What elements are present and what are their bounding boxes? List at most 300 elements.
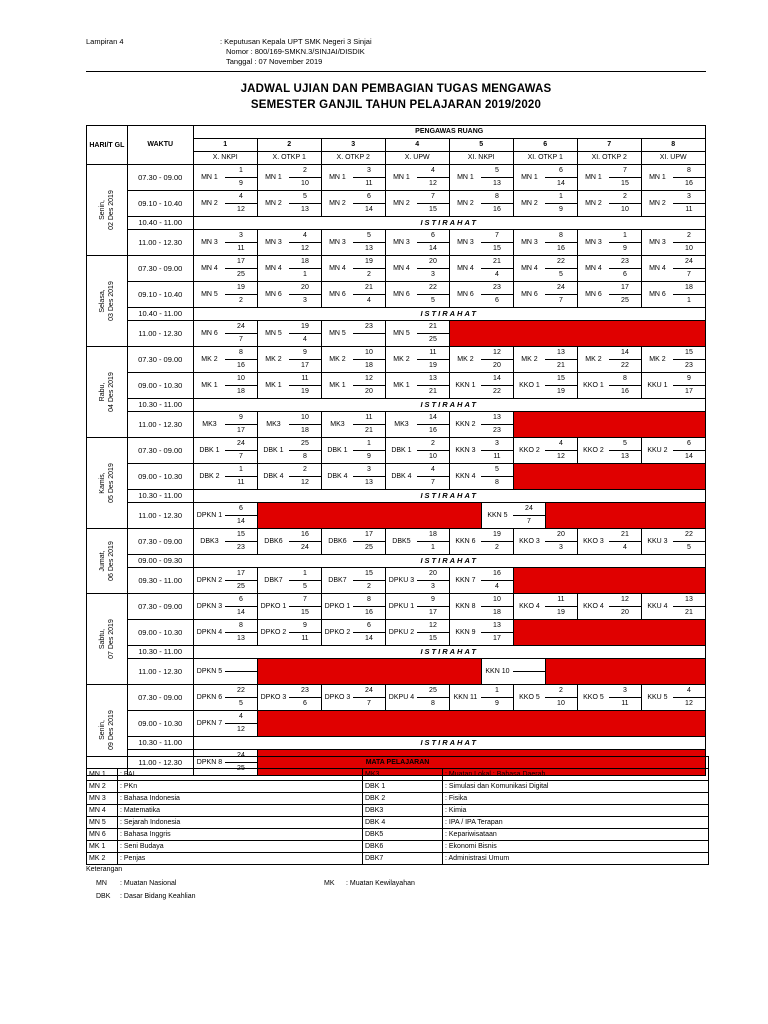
day-date: 03 Des 2019 <box>107 281 115 321</box>
invigilator-number: 5 <box>289 191 321 204</box>
invigilator-number: 21 <box>353 282 385 295</box>
subject-row <box>87 769 709 781</box>
invigilator-number: 10 <box>673 243 705 256</box>
subject-code: KKN 5 <box>481 503 513 529</box>
invigilator-number: 23 <box>481 282 513 295</box>
subject-name: : Kimia <box>443 805 709 817</box>
invigilator-number: 7 <box>513 516 545 529</box>
invigilator-number: 20 <box>545 529 577 542</box>
session-time: 07.30 - 09.00 <box>127 438 193 464</box>
schedule-header-row <box>87 126 706 139</box>
subject-code: MN 4 <box>385 256 417 282</box>
invigilator-number: 1 <box>609 230 641 243</box>
invigilator-number: 15 <box>673 347 705 360</box>
subject-code: MN 5 <box>87 817 118 829</box>
invigilator-number: 23 <box>481 425 513 438</box>
istirahat-label: ISTIRAHAT <box>193 555 705 568</box>
subject-name: : Fisika <box>443 793 709 805</box>
subject-code: MN 4 <box>257 256 289 282</box>
invigilator-number: 9 <box>353 451 385 464</box>
keterangan-mk-code: MK <box>324 880 335 887</box>
invigilator-number: 24 <box>353 685 385 698</box>
session-time: 10.40 - 11.00 <box>127 308 193 321</box>
invigilator-number: 7 <box>609 165 641 178</box>
subject-code: MN 2 <box>257 191 289 217</box>
invigilator-number: 11 <box>609 698 641 711</box>
subject-code: DPKN 3 <box>193 594 225 620</box>
invigilator-number: 9 <box>417 594 449 607</box>
invigilator-number: 2 <box>545 685 577 698</box>
room-number: 1 <box>193 139 257 152</box>
subjects-table <box>86 756 709 865</box>
room-number: 7 <box>577 139 641 152</box>
keterangan-dbk-text: : Dasar Bidang Keahlian <box>120 893 196 900</box>
invigilator-number: 4 <box>353 295 385 308</box>
subject-code: MN 2 <box>87 781 118 793</box>
invigilator-number: 10 <box>609 204 641 217</box>
invigilator-number: 19 <box>353 256 385 269</box>
istirahat-row <box>87 555 706 568</box>
subject-name: : Ekonomi Bisnis <box>443 841 709 853</box>
subject-code: KKN 6 <box>449 529 481 555</box>
istirahat-row <box>87 646 706 659</box>
unscheduled-block <box>257 503 481 529</box>
invigilator-number: 21 <box>673 607 705 620</box>
invigilator-number: 17 <box>353 529 385 542</box>
subject-code: DBK7 <box>257 568 289 594</box>
invigilator-number: 2 <box>609 191 641 204</box>
invigilator-number: 8 <box>481 191 513 204</box>
subject-code: KKO 2 <box>513 438 545 464</box>
unscheduled-block <box>545 659 705 685</box>
invigilator-number: 14 <box>609 347 641 360</box>
lampiran-label <box>86 37 124 47</box>
subject-name: : Sejarah Indonesia <box>118 817 363 829</box>
invigilator-number: 22 <box>609 360 641 373</box>
subject-code: MN 6 <box>577 282 609 308</box>
invigilator-number: 16 <box>673 178 705 191</box>
invigilator-number: 18 <box>673 282 705 295</box>
invigilator-number: 10 <box>225 373 257 386</box>
invigilator-number <box>353 334 385 347</box>
subject-code: MN 6 <box>513 282 545 308</box>
invigilator-number <box>513 672 545 685</box>
subject-row <box>87 793 709 805</box>
subject-code: DPKU 2 <box>385 620 417 646</box>
subject-code: MK 1 <box>87 841 118 853</box>
invigilator-number: 2 <box>481 542 513 555</box>
subject-code: MN 3 <box>577 230 609 256</box>
invigilator-number: 4 <box>481 269 513 282</box>
invigilator-number: 20 <box>289 282 321 295</box>
day-name: Sabtu, <box>98 628 106 650</box>
invigilator-number: 23 <box>609 256 641 269</box>
session-time: 11.00 - 12.30 <box>127 321 193 347</box>
session-row <box>87 347 706 360</box>
invigilator-number: 11 <box>289 633 321 646</box>
invigilator-number: 10 <box>545 698 577 711</box>
subject-code: MN 4 <box>449 256 481 282</box>
subject-code: MN 4 <box>193 256 225 282</box>
invigilator-number: 5 <box>353 230 385 243</box>
invigilator-number: 25 <box>353 542 385 555</box>
day-label-text <box>98 463 116 503</box>
invigilator-number: 13 <box>289 204 321 217</box>
invigilator-number: 19 <box>289 386 321 399</box>
class-name: XI. OTKP 2 <box>577 152 641 165</box>
invigilator-number: 12 <box>673 698 705 711</box>
invigilator-number: 7 <box>481 230 513 243</box>
invigilator-number: 21 <box>353 425 385 438</box>
class-name: X. UPW <box>385 152 449 165</box>
session-time: 07.30 - 09.00 <box>127 685 193 711</box>
invigilator-number: 18 <box>225 386 257 399</box>
invigilator-number: 6 <box>289 698 321 711</box>
subject-code: MK3 <box>363 769 443 781</box>
session-row <box>87 464 706 477</box>
invigilator-number: 7 <box>545 295 577 308</box>
subject-code: KKN 3 <box>449 438 481 464</box>
invigilator-number: 2 <box>289 464 321 477</box>
invigilator-number: 5 <box>225 698 257 711</box>
invigilator-number <box>513 659 545 672</box>
subject-code: MN 4 <box>321 256 353 282</box>
invigilator-number: 14 <box>481 373 513 386</box>
class-name: X. OTKP 1 <box>257 152 321 165</box>
invigilator-number: 4 <box>673 685 705 698</box>
subject-code: DPKN 4 <box>193 620 225 646</box>
invigilator-number: 24 <box>545 282 577 295</box>
subject-code: KKO 4 <box>513 594 545 620</box>
invigilator-number: 3 <box>673 191 705 204</box>
day-date: 05 Des 2019 <box>107 463 115 503</box>
subject-row <box>87 853 709 865</box>
invigilator-number: 1 <box>225 464 257 477</box>
subject-name: : Kepariwisataan <box>443 829 709 841</box>
invigilator-number: 5 <box>609 438 641 451</box>
subject-code: KKU 1 <box>641 373 673 399</box>
invigilator-number: 11 <box>353 178 385 191</box>
decree-block <box>220 37 372 67</box>
invigilator-number: 4 <box>225 711 257 724</box>
invigilator-number: 25 <box>289 438 321 451</box>
invigilator-number: 22 <box>673 529 705 542</box>
subject-code: MN 2 <box>641 191 673 217</box>
invigilator-number: 23 <box>353 321 385 334</box>
day-name: Selasa, <box>98 289 106 313</box>
subject-code: DPKN 8 <box>193 750 225 776</box>
invigilator-number: 17 <box>225 256 257 269</box>
subject-code: MN 3 <box>257 230 289 256</box>
day-date: 09 Des 2019 <box>107 710 115 750</box>
invigilator-number: 21 <box>609 529 641 542</box>
invigilator-number: 24 <box>513 503 545 516</box>
invigilator-number: 14 <box>417 412 449 425</box>
session-row <box>87 321 706 334</box>
invigilator-number: 20 <box>417 256 449 269</box>
day-date: 04 Des 2019 <box>107 372 115 412</box>
subject-code: MK 1 <box>321 373 353 399</box>
subject-code: DBK 1 <box>363 781 443 793</box>
subject-code: MN 6 <box>385 282 417 308</box>
invigilator-number: 4 <box>417 165 449 178</box>
session-time: 11.00 - 12.30 <box>127 659 193 685</box>
invigilator-number: 3 <box>609 685 641 698</box>
invigilator-number: 18 <box>289 256 321 269</box>
istirahat-row <box>87 399 706 412</box>
invigilator-number: 16 <box>353 607 385 620</box>
invigilator-number: 6 <box>353 620 385 633</box>
exam-schedule-table <box>86 125 706 776</box>
keterangan-title: Keterangan <box>86 866 123 873</box>
subject-code: DBK 4 <box>363 817 443 829</box>
invigilator-number: 14 <box>545 178 577 191</box>
day-date: 06 Des 2019 <box>107 541 115 581</box>
invigilator-number: 12 <box>289 477 321 490</box>
invigilator-number: 2 <box>289 165 321 178</box>
invigilator-number: 3 <box>289 295 321 308</box>
invigilator-number: 16 <box>545 243 577 256</box>
subject-code: DBK 1 <box>257 438 289 464</box>
subject-code: DPKO 3 <box>321 685 353 711</box>
invigilator-number: 5 <box>289 581 321 594</box>
unscheduled-block <box>257 711 705 737</box>
subject-code: MN 3 <box>87 793 118 805</box>
session-time: 11.00 - 12.30 <box>127 750 193 776</box>
subject-code: MN 5 <box>193 282 225 308</box>
invigilator-number: 9 <box>609 243 641 256</box>
session-row <box>87 230 706 243</box>
subject-code: DPKU 1 <box>385 594 417 620</box>
room-number: 2 <box>257 139 321 152</box>
subject-code: MK3 <box>321 412 353 438</box>
invigilator-number: 17 <box>417 607 449 620</box>
invigilator-number: 23 <box>225 542 257 555</box>
subject-code: MK 2 <box>641 347 673 373</box>
istirahat-label: ISTIRAHAT <box>193 399 705 412</box>
session-row <box>87 438 706 451</box>
col-hari-header: HARI/T GL <box>87 126 128 165</box>
invigilator-number: 25 <box>225 269 257 282</box>
subject-name: : Muatan Lokal : Bahasa Daerah <box>443 769 709 781</box>
istirahat-row <box>87 737 706 750</box>
subject-code: MN 3 <box>385 230 417 256</box>
session-row <box>87 256 706 269</box>
invigilator-number: 17 <box>225 425 257 438</box>
room-number: 3 <box>321 139 385 152</box>
invigilator-number: 14 <box>225 607 257 620</box>
session-time: 09.00 - 10.30 <box>127 620 193 646</box>
invigilator-number: 4 <box>417 464 449 477</box>
subject-code: MN 6 <box>257 282 289 308</box>
invigilator-number: 15 <box>609 178 641 191</box>
subject-code: DPKN 5 <box>193 659 225 685</box>
subject-code: KKU 5 <box>641 685 673 711</box>
subject-code: DPKO 1 <box>321 594 353 620</box>
session-row <box>87 594 706 607</box>
invigilator-number: 9 <box>481 698 513 711</box>
invigilator-number: 10 <box>353 347 385 360</box>
invigilator-number: 9 <box>289 620 321 633</box>
invigilator-number: 7 <box>673 269 705 282</box>
invigilator-number: 14 <box>673 451 705 464</box>
invigilator-number: 2 <box>417 438 449 451</box>
invigilator-number: 6 <box>353 191 385 204</box>
invigilator-number: 17 <box>481 633 513 646</box>
subject-code: MN 2 <box>193 191 225 217</box>
istirahat-label: ISTIRAHAT <box>193 217 705 230</box>
subject-code: MK 1 <box>257 373 289 399</box>
invigilator-number: 21 <box>417 321 449 334</box>
invigilator-number: 4 <box>481 581 513 594</box>
header-divider <box>86 71 706 72</box>
subject-code: KKN 9 <box>449 620 481 646</box>
invigilator-number: 17 <box>609 282 641 295</box>
session-time: 07.30 - 09.00 <box>127 347 193 373</box>
day-name: Senin, <box>98 720 106 740</box>
subject-name: : PAI <box>118 769 363 781</box>
subject-code: DPKN 2 <box>193 568 225 594</box>
subject-code: DBK7 <box>363 853 443 865</box>
subject-name: : Seni Budaya <box>118 841 363 853</box>
subject-code: KKN 7 <box>449 568 481 594</box>
invigilator-number: 20 <box>609 607 641 620</box>
invigilator-number: 1 <box>289 568 321 581</box>
invigilator-number: 4 <box>545 438 577 451</box>
session-row <box>87 685 706 698</box>
subject-code: DPKO 2 <box>321 620 353 646</box>
subject-code: MN 5 <box>321 321 353 347</box>
col-waktu-header: WAKTU <box>127 126 193 165</box>
subject-code: MN 5 <box>257 321 289 347</box>
subject-code: MK 2 <box>321 347 353 373</box>
invigilator-number: 22 <box>481 386 513 399</box>
subject-code: KKN 2 <box>449 412 481 438</box>
subject-code: MN 6 <box>193 321 225 347</box>
invigilator-number: 21 <box>481 256 513 269</box>
invigilator-number: 15 <box>289 607 321 620</box>
subject-code: KKO 5 <box>577 685 609 711</box>
invigilator-number: 8 <box>353 594 385 607</box>
session-time: 11.00 - 12.30 <box>127 503 193 529</box>
invigilator-number: 13 <box>353 243 385 256</box>
invigilator-number: 15 <box>481 243 513 256</box>
invigilator-number: 1 <box>417 542 449 555</box>
invigilator-number: 16 <box>225 360 257 373</box>
session-row <box>87 503 706 516</box>
subject-code: DBK6 <box>363 841 443 853</box>
invigilator-number: 25 <box>417 685 449 698</box>
invigilator-number: 11 <box>481 451 513 464</box>
invigilator-number <box>225 672 257 685</box>
subject-code: MN 6 <box>87 829 118 841</box>
invigilator-number: 6 <box>225 594 257 607</box>
session-time: 10.30 - 11.00 <box>127 490 193 503</box>
invigilator-number: 9 <box>225 178 257 191</box>
invigilator-number: 25 <box>225 581 257 594</box>
subject-code: DPKU 3 <box>385 568 417 594</box>
invigilator-number: 24 <box>673 256 705 269</box>
session-time: 11.00 - 12.30 <box>127 230 193 256</box>
day-label <box>87 165 128 256</box>
subject-code: DBK5 <box>385 529 417 555</box>
subject-code: MK 2 <box>257 347 289 373</box>
invigilator-number: 6 <box>545 165 577 178</box>
subject-code: MK 2 <box>87 853 118 865</box>
subject-code: MN 1 <box>513 165 545 191</box>
invigilator-number: 8 <box>545 230 577 243</box>
invigilator-number: 11 <box>225 477 257 490</box>
session-time: 10.40 - 11.00 <box>127 217 193 230</box>
session-time: 09.10 - 10.40 <box>127 282 193 308</box>
invigilator-number: 12 <box>289 243 321 256</box>
invigilator-number: 19 <box>225 282 257 295</box>
invigilator-number: 4 <box>289 230 321 243</box>
invigilator-number: 6 <box>417 230 449 243</box>
subject-code: MN 3 <box>193 230 225 256</box>
subject-code: KKN 4 <box>449 464 481 490</box>
subject-code: MN 2 <box>321 191 353 217</box>
invigilator-number: 11 <box>289 373 321 386</box>
subject-code: MN 3 <box>321 230 353 256</box>
subject-code: MK 2 <box>513 347 545 373</box>
invigilator-number: 2 <box>353 269 385 282</box>
invigilator-number: 6 <box>225 503 257 516</box>
invigilator-number: 4 <box>609 542 641 555</box>
subject-code: KKN 10 <box>481 659 513 685</box>
session-row <box>87 568 706 581</box>
invigilator-number: 13 <box>609 451 641 464</box>
invigilator-number: 6 <box>481 295 513 308</box>
invigilator-number: 13 <box>481 620 513 633</box>
session-row <box>87 659 706 672</box>
invigilator-number: 1 <box>353 438 385 451</box>
invigilator-number: 20 <box>481 360 513 373</box>
keterangan-dbk-code: DBK <box>96 893 111 900</box>
invigilator-number: 18 <box>353 360 385 373</box>
subject-name: : Bahasa Inggris <box>118 829 363 841</box>
day-name: Jumat, <box>98 550 106 572</box>
invigilator-number: 1 <box>673 295 705 308</box>
invigilator-number: 1 <box>481 685 513 698</box>
subject-row <box>87 841 709 853</box>
session-time: 09.00 - 10.30 <box>127 464 193 490</box>
day-name: Kamis, <box>98 472 106 494</box>
invigilator-number: 7 <box>225 451 257 464</box>
session-row <box>87 191 706 204</box>
day-label <box>87 529 128 594</box>
invigilator-number: 6 <box>609 269 641 282</box>
invigilator-number: 12 <box>481 347 513 360</box>
subject-code: KKO 2 <box>577 438 609 464</box>
subject-row <box>87 817 709 829</box>
invigilator-number: 14 <box>225 516 257 529</box>
invigilator-number: 10 <box>481 594 513 607</box>
day-name: Rabu, <box>98 382 106 402</box>
day-label <box>87 438 128 529</box>
subject-code: DBK 2 <box>363 793 443 805</box>
subject-code: DPKO 2 <box>257 620 289 646</box>
invigilator-number: 22 <box>225 685 257 698</box>
class-name: X. OTKP 2 <box>321 152 385 165</box>
subject-code: DBK5 <box>363 829 443 841</box>
subject-code: KKU 3 <box>641 529 673 555</box>
invigilator-number: 25 <box>417 334 449 347</box>
subject-code: MN 2 <box>449 191 481 217</box>
invigilator-number: 13 <box>353 477 385 490</box>
subject-code: MN 3 <box>641 230 673 256</box>
subject-code: DPKO 3 <box>257 685 289 711</box>
